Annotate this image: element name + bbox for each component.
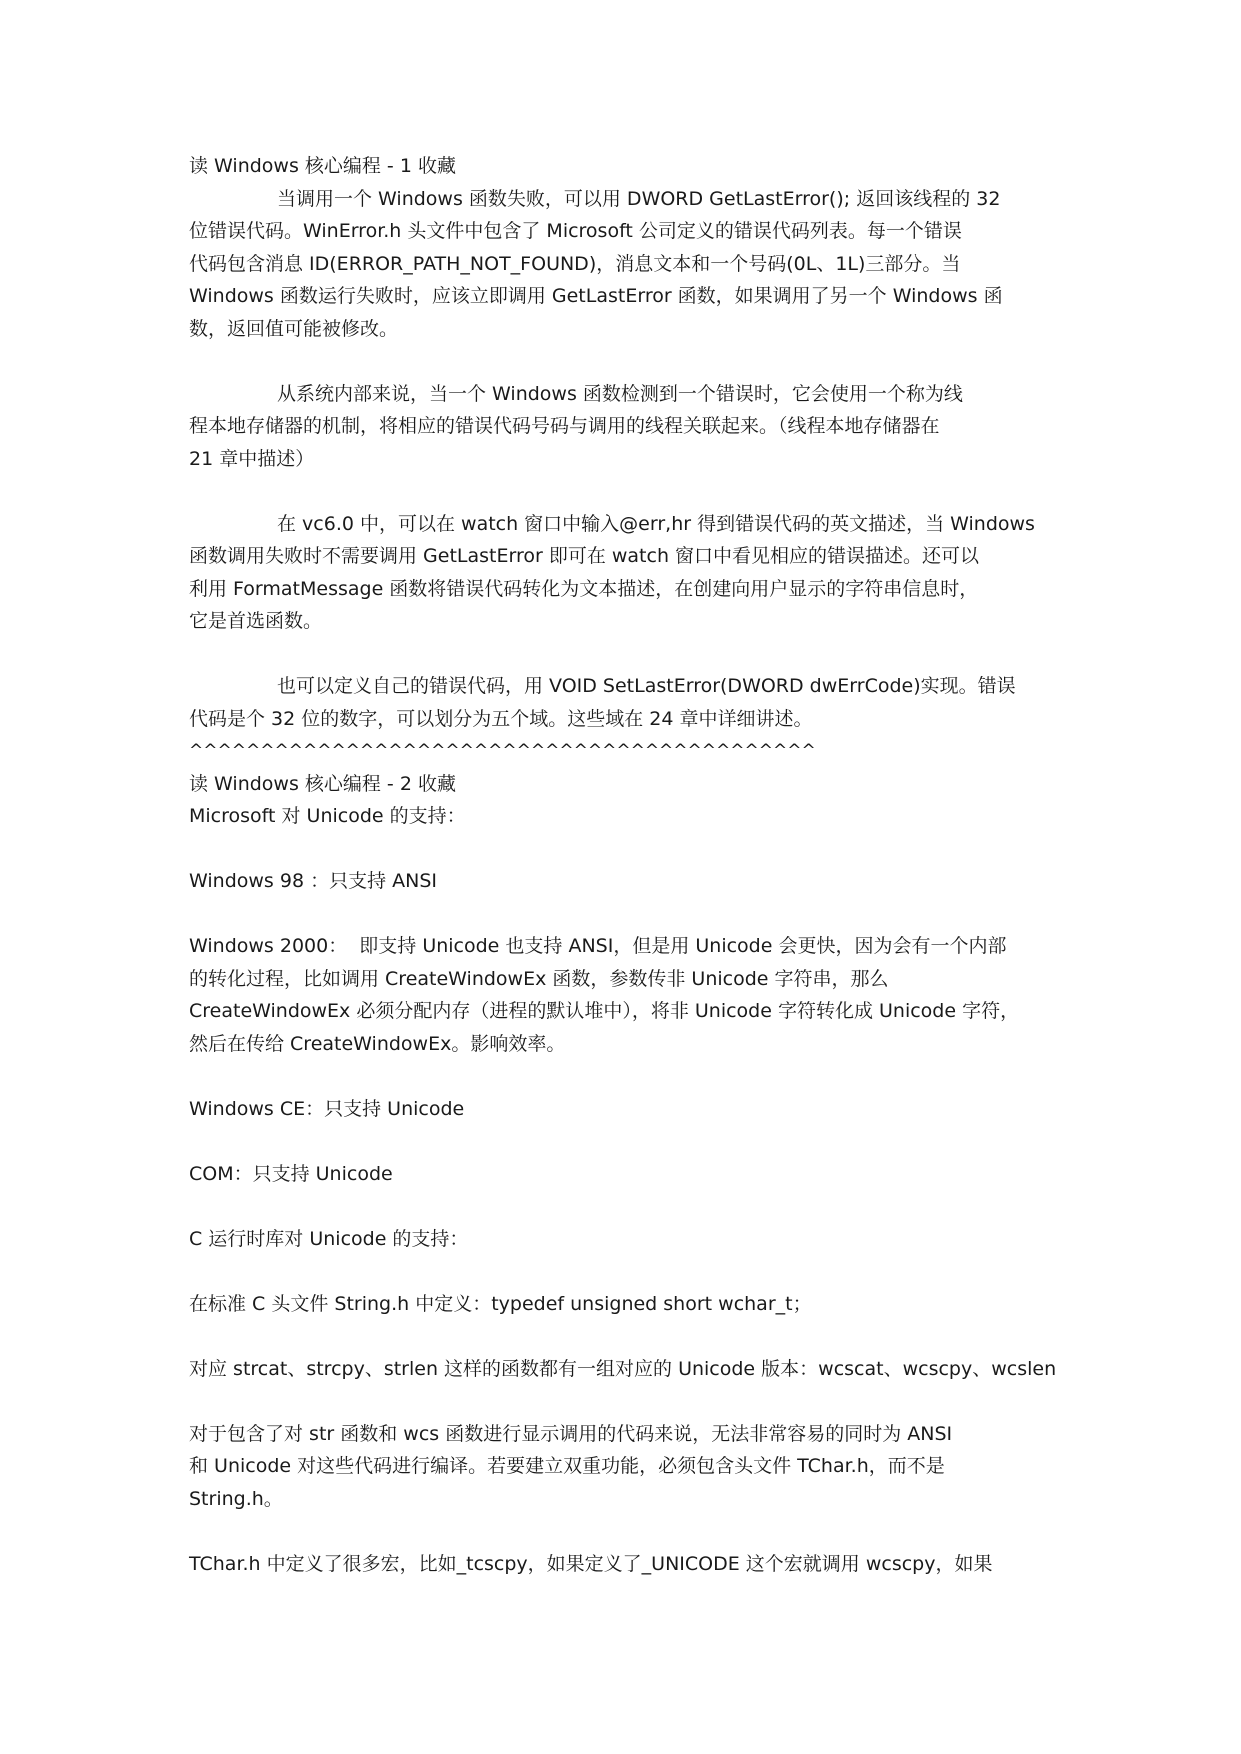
paragraph-gap	[189, 1385, 1094, 1418]
text-line: 当调用一个 Windows 函数失败，可以用 DWORD GetLastError(); 返回该线程的 32	[277, 187, 1001, 210]
paragraph-gap	[189, 345, 1094, 378]
text-line: 利用 FormatMessage 函数将错误代码转化为文本描述，在创建向用户显示的字符串信息时，	[189, 577, 979, 600]
article-2-intro: Microsoft 对 Unicode 的支持：	[189, 805, 466, 827]
tchar-macros-line: TChar.h 中定义了很多宏，比如_tcscpy，如果定义了_UNICODE 这个宏就调用 wcscpy，如果	[189, 1552, 993, 1575]
text-line: 从系统内部来说，当一个 Windows 函数检测到一个错误时，它会使用一个称为线	[277, 382, 963, 405]
string-h-definition: 在标准 C 头文件 String.h 中定义：typedef unsigned short wchar_t；	[189, 1292, 812, 1315]
text-line: 和 Unicode 对这些代码进行编译。若要建立双重功能，必须包含头文件 TChar.h，而不是	[189, 1455, 945, 1477]
text-line: 也可以定义自己的错误代码，用 VOID SetLastError(DWORD dwErrCode)实现。错误	[277, 675, 1016, 697]
paragraph-gap	[189, 638, 1094, 671]
paragraph-gap	[189, 1320, 1094, 1353]
text-line: CreateWindowEx 必须分配内存（进程的默认堆中），将非 Unicode 字符转化成 Unicode 字符，	[189, 1000, 1020, 1022]
text-line: 对于包含了对 str 函数和 wcs 函数进行显示调用的代码来说，无法非常容易的同时为 ANSI	[189, 1422, 953, 1445]
text-line: 在 vc6.0 中，可以在 watch 窗口中输入@err,hr 得到错误代码的英文描述，当 Windows	[277, 512, 1035, 535]
str-functions-line: 对应 strcat、strcpy、strlen 这样的函数都有一组对应的 Unicode 版本：wcscat、wcscpy、wcslen	[189, 1357, 1057, 1380]
text-line: 函数调用失败时不需要调用 GetLastError 即可在 watch 窗口中看见相应的错误描述。还可以	[189, 545, 980, 567]
article-2-title: 读 Windows 核心编程 - 2 收藏	[189, 772, 456, 795]
crt-unicode-heading: C 运行时库对 Unicode 的支持：	[189, 1227, 469, 1250]
text-line: Windows 函数运行失败时，应该立即调用 GetLastError 函数，如果调用了另一个 Windows 函	[189, 285, 1003, 307]
text-line: 21 章中描述）	[189, 447, 315, 470]
paragraph-gap	[189, 1125, 1094, 1158]
text-line: 然后在传给 CreateWindowEx。影响效率。	[189, 1032, 566, 1055]
text-line: String.h。	[189, 1487, 283, 1510]
dual-compile-paragraph	[189, 1418, 1094, 1516]
article-1-paragraph-4	[189, 670, 1094, 735]
paragraph-gap	[189, 898, 1094, 931]
text-line: 程本地存储器的机制，将相应的错误代码号码与调用的线程关联起来。（线程本地存储器在	[189, 415, 940, 437]
text-line: 代码包含消息 ID(ERROR_PATH_NOT_FOUND)，消息文本和一个号码(0L、1L)三部分。当	[189, 252, 961, 275]
article-1-paragraph-3	[189, 508, 1094, 638]
text-line: 数，返回值可能被修改。	[189, 317, 399, 340]
section-separator: ^^^^^^^^^^^^^^^^^^^^^^^^^^^^^^^^^^^^^^^^^^^^	[189, 741, 816, 761]
text-line: Windows 2000： 即支持 Unicode 也支持 ANSI，但是用 Unicode 会更快，因为会有一个内部	[189, 935, 1007, 957]
windows-2000-support	[189, 930, 1094, 1060]
text-line: 位错误代码。WinError.h 头文件中包含了 Microsoft 公司定义的错误代码列表。每一个错误	[189, 220, 962, 242]
article-1-paragraph-2	[189, 378, 1094, 476]
paragraph-gap	[189, 1255, 1094, 1288]
text-line: 代码是个 32 位的数字，可以划分为五个域。这些域在 24 章中详细讲述。	[189, 707, 813, 730]
paragraph-gap	[189, 833, 1094, 866]
com-support: COM：只支持 Unicode	[189, 1162, 393, 1185]
text-line: 的转化过程，比如调用 CreateWindowEx 函数，参数传非 Unicode 字符串，那么	[189, 967, 889, 990]
windows-98-support: Windows 98 ：只支持 ANSI	[189, 870, 437, 892]
paragraph-gap	[189, 1060, 1094, 1093]
paragraph-gap	[189, 1515, 1094, 1548]
article-1-title: 读 Windows 核心编程 - 1 收藏	[189, 155, 456, 177]
article-1-paragraph-1	[189, 183, 1094, 346]
text-line: 它是首选函数。	[189, 610, 323, 632]
paragraph-gap	[189, 475, 1094, 508]
windows-ce-support: Windows CE：只支持 Unicode	[189, 1097, 465, 1120]
document-page	[189, 150, 1094, 1580]
paragraph-gap	[189, 1190, 1094, 1223]
